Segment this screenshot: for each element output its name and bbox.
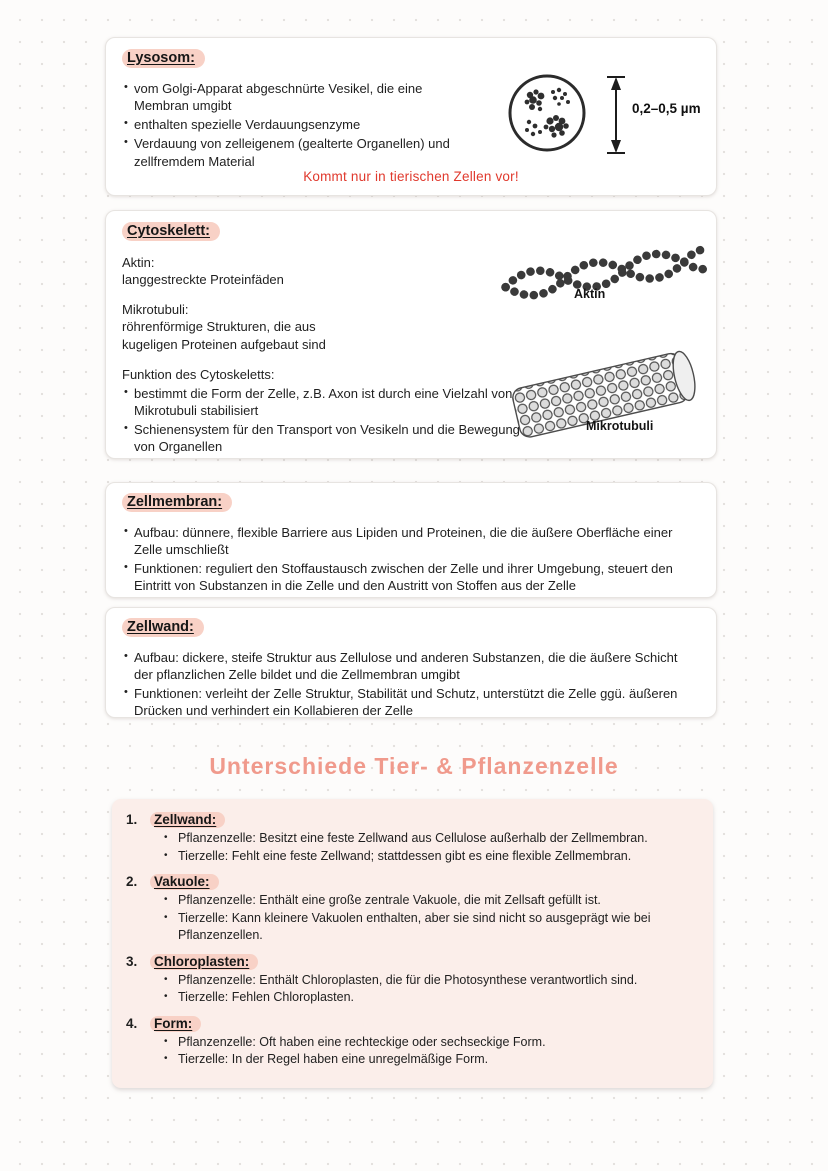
- list-item: [122, 116, 474, 133]
- list-item: [126, 972, 695, 990]
- bullet-text: Schienensystem für den Transport von Vesikeln und die Bewegung von Organellen: [134, 422, 520, 455]
- item-number: 4.: [126, 1015, 138, 1031]
- bullet-text: Funktionen: reguliert den Stoffaustausch zwischen der Zelle und ihrer Umgebung, steuert den Eintritt von Substanzen in die Zelle und den Austritt von Stoffen aus der Zelle: [134, 561, 673, 594]
- lysosom-card-title: Lysosom:: [122, 49, 205, 68]
- comparison-heading-row: [126, 812, 695, 828]
- comparison-item-chloroplasten: [126, 954, 695, 1007]
- bullet-text: bestimmt die Form der Zelle, z.B. Axon ist durch eine Vielzahl von Mikrotubuli stabilisiert: [134, 385, 513, 419]
- bullet-icon: •: [124, 561, 128, 574]
- bullet-text: Pflanzenzelle: Enthält Chloroplasten, die für die Photosynthese verantwortlich sind.: [178, 972, 638, 987]
- lysosom-card: [105, 37, 717, 196]
- bullet-text: vom Golgi-Apparat abgeschnürte Vesikel, die eine Membran umgibt: [134, 81, 423, 114]
- bullet-icon: •: [124, 117, 128, 130]
- bullet-text: Funktionen: verleiht der Zelle Struktur, Stabilität und Schutz, unterstützt die Zelle ggü. äußeren Drücken und verhindert ein Kollabieren der Zelle: [134, 686, 678, 719]
- list-item: [126, 892, 695, 910]
- mikrotubuli-text: röhrenförmige Strukturen, die aus kugeligen Proteinen aufgebaut sind: [122, 319, 326, 352]
- item-heading: Vakuole:: [150, 874, 219, 890]
- lysosome-size-label: 0,2–0,5 µm: [632, 101, 701, 116]
- zellmembran-bullet-list: [122, 524, 700, 595]
- aktin-heading: Aktin:: [122, 255, 155, 270]
- lysosome-figure: [504, 64, 716, 166]
- bullet-text: Pflanzenzelle: Oft haben eine rechteckige oder sechseckige Form.: [178, 1034, 546, 1049]
- bullet-icon: •: [164, 991, 168, 1002]
- comparison-heading-row: [126, 1016, 695, 1032]
- list-item: [122, 649, 700, 683]
- bullet-icon: •: [164, 1053, 168, 1064]
- actin-figure: [500, 229, 714, 309]
- list-item: [126, 910, 695, 945]
- item-heading: Zellwand:: [150, 812, 225, 828]
- bullet-text: Pflanzenzelle: Enthält eine große zentrale Vakuole, die mit Zellsaft gefüllt ist.: [178, 893, 601, 907]
- comparison-box: [112, 799, 713, 1088]
- funktion-bullet-list: [122, 385, 522, 456]
- bullet-text: Tierzelle: Kann kleinere Vakuolen enthalten, aber sie sind nicht so ausgeprägt wie bei Pflanzenzellen.: [178, 910, 651, 942]
- actin-filament-icon: [500, 229, 714, 309]
- bullet-text: Aufbau: dickere, steife Struktur aus Zellulose und anderen Substanzen, die die äußere Schicht der pflanzlichen Zelle bildet und die Zellmembran umgibt: [134, 650, 678, 683]
- funktion-heading: Funktion des Cytoskeletts:: [122, 366, 275, 382]
- list-item: [126, 989, 695, 1007]
- bullet-icon: •: [124, 385, 128, 398]
- bullet-icon: •: [124, 686, 128, 699]
- list-item: [126, 1034, 695, 1052]
- list-item: [122, 80, 474, 114]
- lysosom-bullet-list: [122, 80, 474, 170]
- bullet-icon: •: [164, 1035, 168, 1047]
- item-number: 2.: [126, 874, 138, 889]
- list-item: [122, 385, 522, 419]
- mikrotubuli-heading: Mikrotubuli:: [122, 302, 189, 318]
- comparison-item-vakuole: [126, 874, 695, 945]
- bullet-icon: •: [164, 911, 168, 923]
- list-item: [122, 421, 522, 455]
- section-title: Unterschiede Tier- & Pflanzenzelle: [209, 753, 619, 779]
- list-item: [126, 830, 695, 848]
- cytoskelett-card-title: Cytoskelett:: [122, 222, 220, 241]
- bullet-text: Tierzelle: In der Regel haben eine unregelmäßige Form.: [178, 1052, 489, 1066]
- comparison-heading-row: [126, 874, 695, 890]
- bullet-text: Tierzelle: Fehlt eine feste Zellwand; stattdessen gibt es eine flexible Zellmembran.: [178, 848, 632, 863]
- bullet-text: Aufbau: dünnere, flexible Barriere aus Lipiden und Proteinen, die die äußere Oberfläche einer Zelle umschließt: [134, 525, 673, 558]
- bullet-icon: •: [164, 832, 168, 843]
- mikrotubuli-paragraph: [122, 301, 372, 352]
- zellmembran-card: [105, 482, 717, 598]
- item-number: 3.: [126, 953, 138, 969]
- bullet-icon: •: [124, 136, 128, 149]
- bullet-icon: •: [124, 650, 128, 662]
- list-item: [122, 685, 700, 719]
- item-heading: Form:: [150, 1016, 201, 1032]
- bullet-icon: •: [164, 973, 168, 985]
- aktin-text: langgestreckte Proteinfäden: [122, 272, 284, 288]
- comparison-heading-row: [126, 954, 695, 970]
- microtubule-figure-label: Mikrotubuli: [586, 419, 654, 433]
- list-item: [126, 848, 695, 866]
- bullet-text: enthalten spezielle Verdauungsenzyme: [134, 117, 361, 133]
- zellwand-bullet-list: [122, 649, 700, 720]
- zellmembran-card-title: Zellmembran:: [122, 493, 232, 512]
- animal-cell-note: Kommt nur in tierischen Zellen vor!: [303, 169, 519, 184]
- list-item: [122, 524, 700, 558]
- bullet-icon: •: [124, 525, 128, 537]
- bullet-icon: •: [124, 422, 128, 435]
- comparison-item-zellwand: [126, 812, 695, 865]
- item-number: 1.: [126, 812, 138, 827]
- bullet-icon: •: [124, 81, 128, 93]
- bullet-icon: •: [164, 849, 168, 861]
- bullet-text: Pflanzenzelle: Besitzt eine feste Zellwand aus Cellulose außerhalb der Zellmembran.: [178, 831, 648, 845]
- zellwand-card: [105, 607, 717, 718]
- bullet-text: Verdauung von zelleigenem (gealterte Organellen) und zellfremdem Material: [134, 136, 450, 169]
- list-item: [122, 560, 700, 594]
- zellwand-card-title: Zellwand:: [122, 618, 204, 637]
- bullet-text: Tierzelle: Fehlen Chloroplasten.: [178, 990, 355, 1004]
- bullet-icon: •: [164, 894, 168, 905]
- comparison-item-form: [126, 1016, 695, 1069]
- actin-figure-label: Aktin: [574, 287, 606, 301]
- item-heading: Chloroplasten:: [150, 954, 258, 970]
- cytoskelett-card: [105, 210, 717, 459]
- list-item: [126, 1051, 695, 1069]
- list-item: [122, 135, 474, 169]
